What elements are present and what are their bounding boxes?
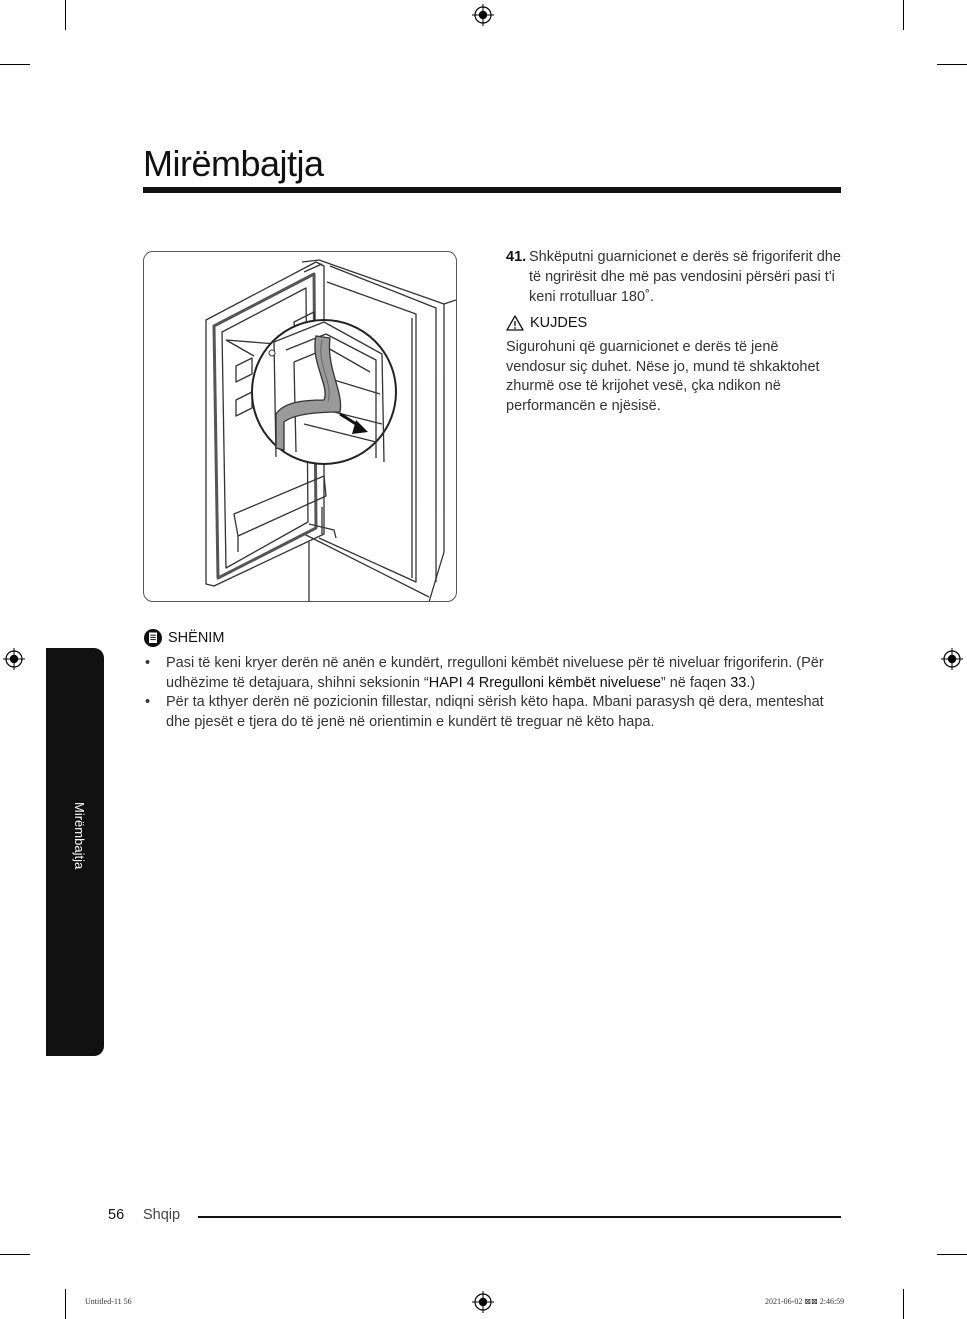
- registration-mark-icon: [472, 4, 494, 26]
- registration-mark-icon: [3, 648, 25, 670]
- footer-divider: [198, 1216, 841, 1218]
- door-gasket-illustration: [143, 251, 457, 602]
- crop-mark: [937, 64, 967, 65]
- crop-mark: [0, 64, 30, 65]
- step-text: Shkëputni guarnicionet e derës së frigoriferit dhe të ngrirësit dhe më pas vendosini përsëri pasi t'i keni rrotulluar 180˚.: [529, 249, 841, 305]
- page-number: 56: [108, 1207, 125, 1223]
- slug-date: 2021-06-02 ⊠⊠ 2:46:59: [765, 1297, 845, 1306]
- registration-mark-icon: [941, 648, 963, 670]
- warning-triangle-icon: [506, 315, 524, 331]
- note-item: • Pasi të keni kryer derën në anën e kundërt, rregulloni këmbët niveluese për të niveluar frigoriferin. (Për udhëzime të detajuara, shihni seksionin “HAPI 4 Rregulloni këmbët niveluese” në faqen 33.): [145, 655, 824, 691]
- note-list: [143, 654, 843, 732]
- note-label: SHËNIM: [168, 630, 225, 646]
- crop-mark: [937, 1254, 967, 1255]
- footer-language: Shqip: [143, 1207, 181, 1223]
- registration-mark-icon: [472, 1291, 494, 1313]
- note-icon: [143, 628, 163, 648]
- crop-mark: [903, 1289, 904, 1319]
- page-link[interactable]: 33: [730, 674, 747, 691]
- caution-text: Sigurohuni që guarnicionet e derës të jenë vendosur siç duhet. Nëse jo, mund të shkaktohet zhurmë ose të krijohet vesë, çka ndikon në performancën e njësisë.: [506, 339, 820, 414]
- slug-file: Untitled-11 56: [85, 1297, 132, 1306]
- crop-mark: [903, 0, 904, 30]
- caution-heading: [506, 313, 587, 333]
- note-heading: [143, 628, 224, 648]
- step-number: 41.: [506, 249, 527, 265]
- title-divider: [143, 187, 841, 193]
- side-tab-label: Mirëmbajtja: [72, 802, 87, 870]
- crop-mark: [0, 1254, 30, 1255]
- crop-mark: [65, 1289, 66, 1319]
- refrigerator-door-illustration: [144, 252, 456, 601]
- section-link[interactable]: HAPI 4 Rregulloni këmbët niveluese: [428, 674, 661, 691]
- crop-mark: [65, 0, 66, 30]
- caution-label: KUJDES: [530, 315, 588, 331]
- step-41: [506, 247, 841, 307]
- page-title: Mirëmbajtja: [143, 143, 324, 184]
- chapter-side-tab: [46, 648, 104, 1056]
- note-item: • Për ta kthyer derën në pozicionin fillestar, ndiqni sërish këto hapa. Mbani parasysh që dera, menteshat dhe pjesët e tjera do të jenë në orientimin e kundërt të treguar në këto hapa.: [145, 694, 824, 730]
